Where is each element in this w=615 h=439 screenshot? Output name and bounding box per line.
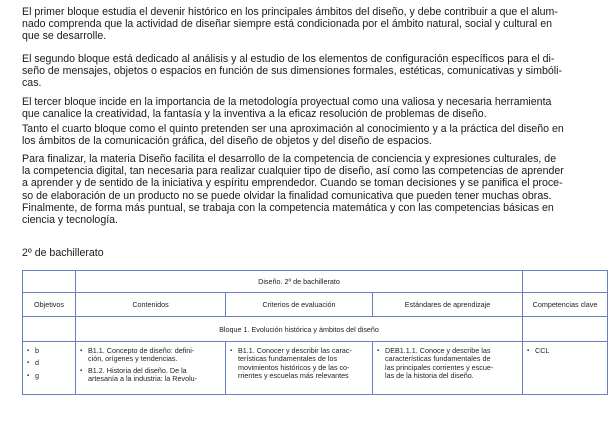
list-item [80,347,223,364]
text-line: que canalice la creatividad, la fantasía y la inventiva a la eficaz resolución de problemas de diseño. [22,108,487,121]
text-line: la competencia digital, tan necesaria para realizar cualquier tipo de diseño, así como las competencias de aprender [22,165,564,178]
block-title: Bloque 1. Evolución histórica y ámbitos del diseño [76,317,523,342]
column-header-objetivos: Objetivos [23,293,76,317]
text-line: seño de mensajes, objetos o espacios en función de sus dimensiones formales, estéticas, comunicativas y simbóli- [22,65,562,78]
column-header-estandares: Estándares de aprendizaje [373,293,523,317]
text-line: ción, orígenes y tendencias. [88,354,178,364]
table-corner-cell [23,271,76,293]
paragraph-block-3 [22,96,602,120]
paragraph-block-1 [22,6,602,43]
table-title: Diseño. 2º de bachillerato [76,271,523,293]
list-item: ▪ d [27,359,73,367]
contenidos-cell [76,342,226,395]
text-line: El tercer bloque incide en la importancia de la metodología proyectual como una valiosa y necesaria herramienta [22,96,552,108]
text-line: rrientes y escuelas más relevantes [238,371,349,381]
text-line: movimientos históricos y de las co- [238,362,350,372]
text-line: las principales corrientes y escue- [385,362,494,372]
estandares-cell [373,342,523,395]
text-line: nado comprenda que la actividad de diseñar siempre está condicionada por el ámbito natural, social y cultural en [22,18,553,31]
text-line: ciencia y tecnología. [22,214,118,227]
text-line: El primer bloque estudia el devenir histórico en los principales ámbitos del diseño, y debe contribuir a que el alum- [22,6,558,18]
competencias-cell [523,342,608,395]
text-line: los ámbitos de la comunicación gráfica, del diseño de objetos y del diseño de espacios. [22,135,432,148]
list-item [80,367,223,384]
text-line: a aprender y de sentido de la iniciativa y espíritu emprendedor. Cuando se toman decisiones y se panifica el proce- [22,177,563,190]
text-line: Para finalizar, la materia Diseño facilita el desarrollo de la competencia de conciencia y expresiones culturales, de [22,153,557,165]
text-line: terísticas fundamentales de los [238,354,338,364]
text-line: ▪ B1.1. Conocer y describir las carac- [238,346,352,355]
objetivos-cell [23,342,76,395]
table-corner-cell [523,317,608,342]
list-item: ▪ b [27,347,73,355]
text-line: Finalmente, de forma más puntual, se trabaja con la competencia matemática y con las competencias básicas en [22,201,554,214]
table-corner-cell [523,271,608,293]
table-corner-cell [23,317,76,342]
column-header-criterios: Criterios de evaluación [226,293,373,317]
text-line: artesanía a la industria: la Revolu- [88,374,198,384]
text-line: ▪ B1.1. Concepto de diseño: defini- [88,346,195,355]
column-header-contenidos: Contenidos [76,293,226,317]
text-line: que se desarrolle. [22,30,107,43]
column-header-competencias: Competencias clave [523,293,608,317]
text-line: ▪ DEB1.1.1. Conoce y describe las [385,346,491,355]
curriculum-table [22,270,608,395]
list-item [230,347,370,381]
list-item: ▪ g [27,372,73,380]
section-heading: 2º de bachillerato [22,247,104,259]
text-line: las de la historia del diseño. [385,371,474,381]
text-line: ▪ B1.2. Historia del diseño. De la [88,365,187,375]
text-line: so de elaboración de un producto no se puede olvidar la finalidad comunicativa que pueden tener muchas obras. [22,189,552,202]
text-line: El segundo bloque está dedicado al análisis y al estudio de los elementos de configuración específicos para el di- [22,53,555,65]
text-line: cas. [22,77,42,90]
paragraph-block-5 [22,153,602,226]
list-item: ▪ CCL [527,347,605,355]
paragraph-block-4 [22,123,602,147]
criterios-cell [226,342,373,395]
text-line: características fundamentales de [385,354,491,364]
paragraph-block-2 [22,53,602,90]
text-line: Tanto el cuarto bloque como el quinto pretenden ser una aproximación al conocimiento y a la práctica del diseño en [22,123,564,135]
list-item [377,347,520,381]
